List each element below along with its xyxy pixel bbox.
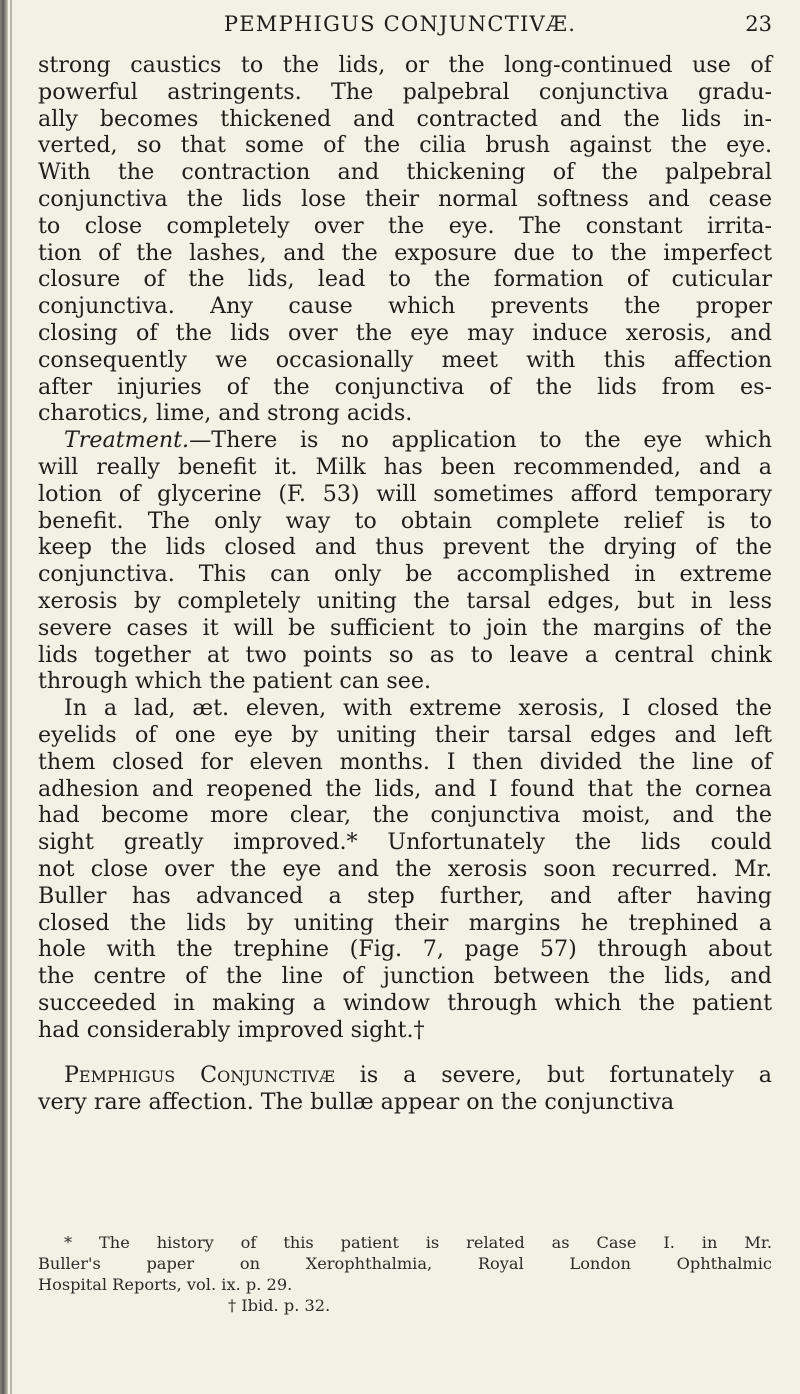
text-line: closure of the lids, lead to the formation of cuticular [38, 266, 772, 293]
treatment-paragraph [38, 427, 772, 695]
footnote-line: * The history of this patient is related as Case I. in Mr. [64, 1233, 772, 1252]
text-line: closed the lids by uniting their margins he trephined a [38, 909, 772, 936]
body-text [38, 52, 772, 1116]
xerosis-paragraph [38, 52, 772, 427]
footnote-ibid: † Ibid. p. 32. [228, 1296, 331, 1315]
text-line: consequently we occasionally meet with this affection [38, 346, 772, 373]
text-line: succeeded in making a window through which the patient [38, 989, 772, 1016]
text-line: In a lad, æt. eleven, with extreme xerosis, I closed the [64, 695, 772, 722]
text-line: the centre of the line of junction between the lids, and [38, 963, 772, 990]
text-line: them closed for eleven months. I then divided the line of [38, 748, 772, 775]
paragraph-gap [38, 1043, 772, 1062]
text-line: adhesion and reopened the lids, and I found that the cornea [38, 775, 772, 802]
footnote-line: Buller's paper on Xerophthalmia, Royal London Ophthalmic [38, 1254, 772, 1273]
text-line: conjunctiva the lids lose their normal softness and cease [38, 185, 772, 212]
page-binding-edge [0, 0, 8, 1394]
text-line: benefit. The only way to obtain complete relief is to [38, 507, 772, 534]
text-line [38, 427, 772, 454]
text-line: conjunctiva. Any cause which prevents the proper [38, 293, 772, 320]
text-line: not close over the eye and the xerosis soon recurred. Mr. [38, 855, 772, 882]
text-line: keep the lids closed and thus prevent the drying of the [38, 534, 772, 561]
text-line: lids together at two points so as to leave a central chink [38, 641, 772, 668]
text-line: sight greatly improved.* Unfortunately the lids could [38, 829, 772, 856]
text-line: eyelids of one eye by uniting their tarsal edges and left [38, 721, 772, 748]
footnotes [38, 1232, 772, 1316]
text-line: had considerably improved sight.† [38, 1016, 425, 1043]
text-line: powerful astringents. The palpebral conjunctiva gradu- [38, 78, 772, 105]
text-line: tion of the lashes, and the exposure due to the imperfect [38, 239, 772, 266]
page-header [0, 12, 800, 42]
text-line: verted, so that some of the cilia brush against the eye. [38, 132, 772, 159]
text-line: xerosis by completely uniting the tarsal edges, but in less [38, 587, 772, 614]
case-paragraph [38, 695, 772, 1043]
footnote-line: Hospital Reports, vol. ix. p. 29. [38, 1275, 293, 1294]
text-line: closing of the lids over the eye may induce xerosis, and [38, 319, 772, 346]
text-line: after injuries of the conjunctiva of the lids from es- [38, 373, 772, 400]
text-line: to close completely over the eye. The constant irrita- [38, 212, 772, 239]
text-line: had become more clear, the conjunctiva moist, and the [38, 802, 772, 829]
text-line: charotics, lime, and strong acids. [38, 400, 413, 427]
treatment-text: —There is no application to the eye which [189, 427, 772, 454]
text-line: conjunctiva. This can only be accomplished in extreme [38, 561, 772, 588]
page-number: 23 [745, 12, 772, 36]
text-line: will really benefit it. Milk has been recommended, and a [38, 453, 772, 480]
treatment-heading: Treatment. [64, 427, 190, 454]
running-head: PEMPHIGUS CONJUNCTIVÆ. [223, 12, 577, 36]
text-line: With the contraction and thickening of the palpebral [38, 159, 772, 186]
pemphigus-text: is a severe, but fortunately a [334, 1062, 772, 1089]
text-line: through which the patient can see. [38, 668, 432, 695]
text-line: strong caustics to the lids, or the long-continued use of [38, 52, 772, 78]
text-line: Buller has advanced a step further, and after having [38, 882, 772, 909]
text-line: very rare affection. The bullæ appear on the conjunctiva [38, 1089, 675, 1116]
text-line: hole with the trephine (Fig. 7, page 57) through about [38, 936, 772, 963]
pemphigus-paragraph [38, 1062, 772, 1116]
text-line [38, 1062, 772, 1089]
text-line: lotion of glycerine (F. 53) will sometimes afford temporary [38, 480, 772, 507]
page-binding-line [10, 0, 12, 1394]
pemphigus-heading: Pemphigus Conjunctivæ [64, 1062, 335, 1089]
text-line: severe cases it will be sufficient to join the margins of the [38, 614, 772, 641]
text-line: ally becomes thickened and contracted and the lids in- [38, 105, 772, 132]
